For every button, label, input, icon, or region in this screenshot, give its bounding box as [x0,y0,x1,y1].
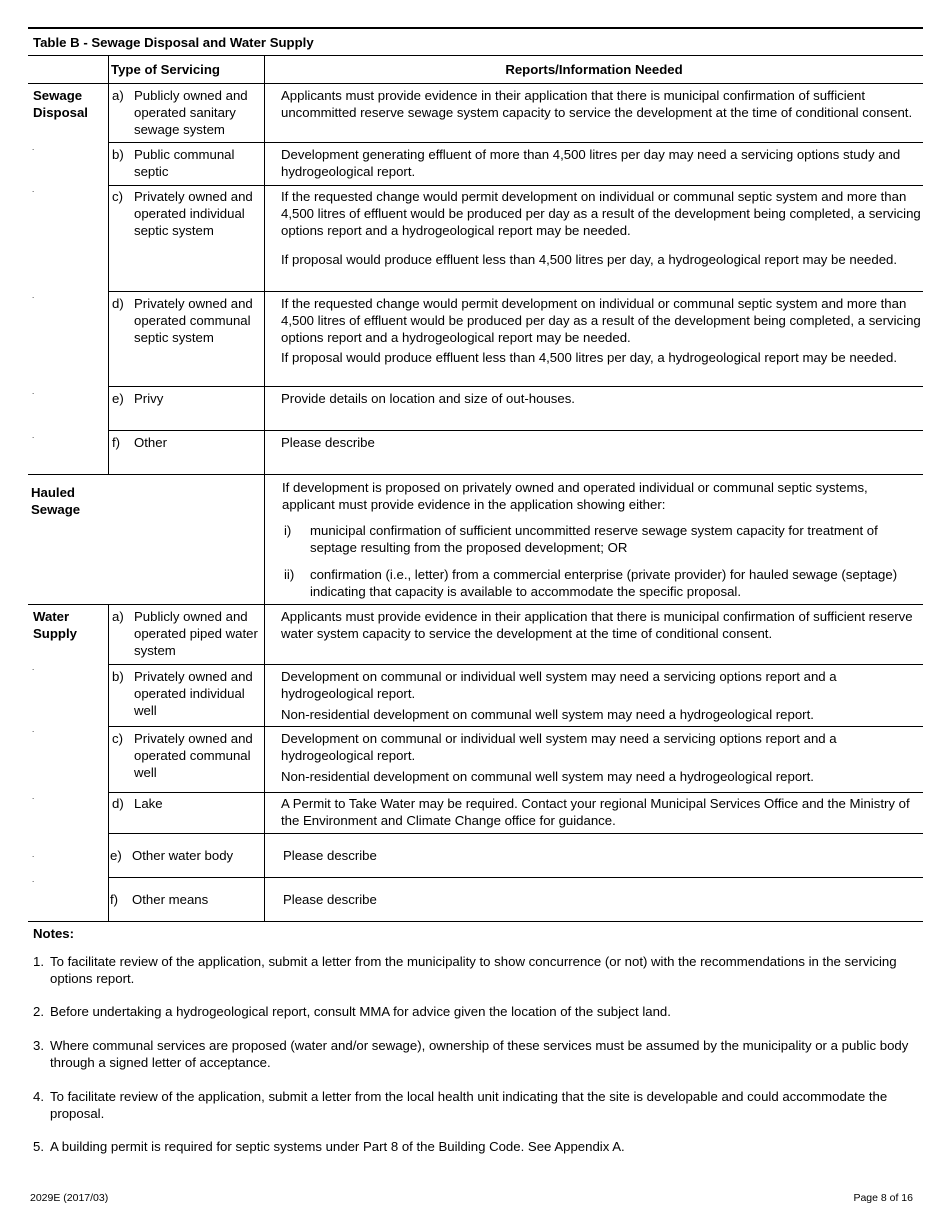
row-marker: . [32,850,35,859]
rule [108,386,923,387]
row-marker: . [32,792,35,801]
row-marker: . [32,143,35,152]
sewage-info-f: Please describe [281,435,375,450]
page-number: Page 8 of 16 [853,1192,913,1204]
water-info-c2: Non-residential development on communal well system may need a hydrogeological report. [281,769,814,784]
sewage-info-b: Development generating effluent of more than 4,500 litres per day may need a servicing options study and hydrogeological report. [281,147,901,179]
hauled-intro: If development is proposed on privately owned and operated individual or communal septic systems, applicant must provide evidence in the application showing either: [282,480,868,512]
notes-heading: Notes: [33,926,75,941]
rule [108,185,923,186]
rule [28,604,923,605]
rule [108,792,923,793]
section-label-water: Water Supply [33,609,77,641]
row-marker: . [32,875,35,884]
water-info-e: Please describe [283,848,377,863]
rule [108,142,923,143]
rule [108,726,923,727]
row-marker: . [32,663,35,672]
water-info-f: Please describe [283,892,377,907]
water-info-c1: Development on communal or individual well system may need a servicing options report and a hydrogeological report. [281,731,837,763]
row-marker: . [32,431,35,440]
col-divider [108,55,109,475]
col-divider [264,55,265,922]
section-label-sewage: Sewage Disposal [33,88,88,120]
col-header-reports: Reports/Information Needed [505,62,683,77]
rule [108,664,923,665]
sewage-info-c1: If the requested change would permit development on individual or communal septic system and more than 4,500 litres of effluent would be produced per day as a result of the development being completed, a servicing options report and a hydrogeological report may be needed. [281,189,921,238]
col-divider [108,604,109,922]
water-info-b1: Development on communal or individual well system may need a servicing options report and a hydrogeological report. [281,669,837,701]
water-info-b2: Non-residential development on communal well system may need a hydrogeological report. [281,707,814,722]
col-header-type: Type of Servicing [111,62,220,77]
rule [108,430,923,431]
water-info-a: Applicants must provide evidence in their application that there is municipal confirmation of sufficient reserve water system capacity to service the development at the time of conditional consent. [281,609,913,641]
sewage-info-c2: If proposal would produce effluent less than 4,500 litres per day, a hydrogeological report may be needed. [281,252,898,267]
water-info-d: A Permit to Take Water may be required. Contact your regional Municipal Services Office and the Ministry of the Environment and Climate Change office for guidance. [281,796,910,828]
rule [28,474,923,475]
rule [108,877,923,878]
table-top-rule [28,27,923,29]
rule [108,291,923,292]
row-marker: . [32,725,35,734]
sewage-info-d2: If proposal would produce effluent less than 4,500 litres per day, a hydrogeological report may be needed. [281,350,898,365]
table-title: Table B - Sewage Disposal and Water Supply [33,35,314,50]
row-marker: . [32,291,35,300]
row-marker: . [32,387,35,396]
sewage-info-d1: If the requested change would permit development on individual or communal septic system and more than 4,500 litres of effluent would be produced per day as a result of the development being completed, a servicing options report and a hydrogeological report may be needed. [281,296,921,345]
rule [28,55,923,56]
table-bottom-rule [28,921,923,922]
sewage-info-a: Applicants must provide evidence in their application that there is municipal confirmation of sufficient uncommitted reserve sewage system capacity to service the development at the time of conditional consent. [281,88,913,120]
rule [108,833,923,834]
form-id: 2029E (2017/03) [30,1192,109,1204]
section-label-hauled: Hauled Sewage [31,485,81,517]
sewage-info-e: Provide details on location and size of out-houses. [281,391,575,406]
rule [28,83,923,84]
row-marker: . [32,185,35,194]
